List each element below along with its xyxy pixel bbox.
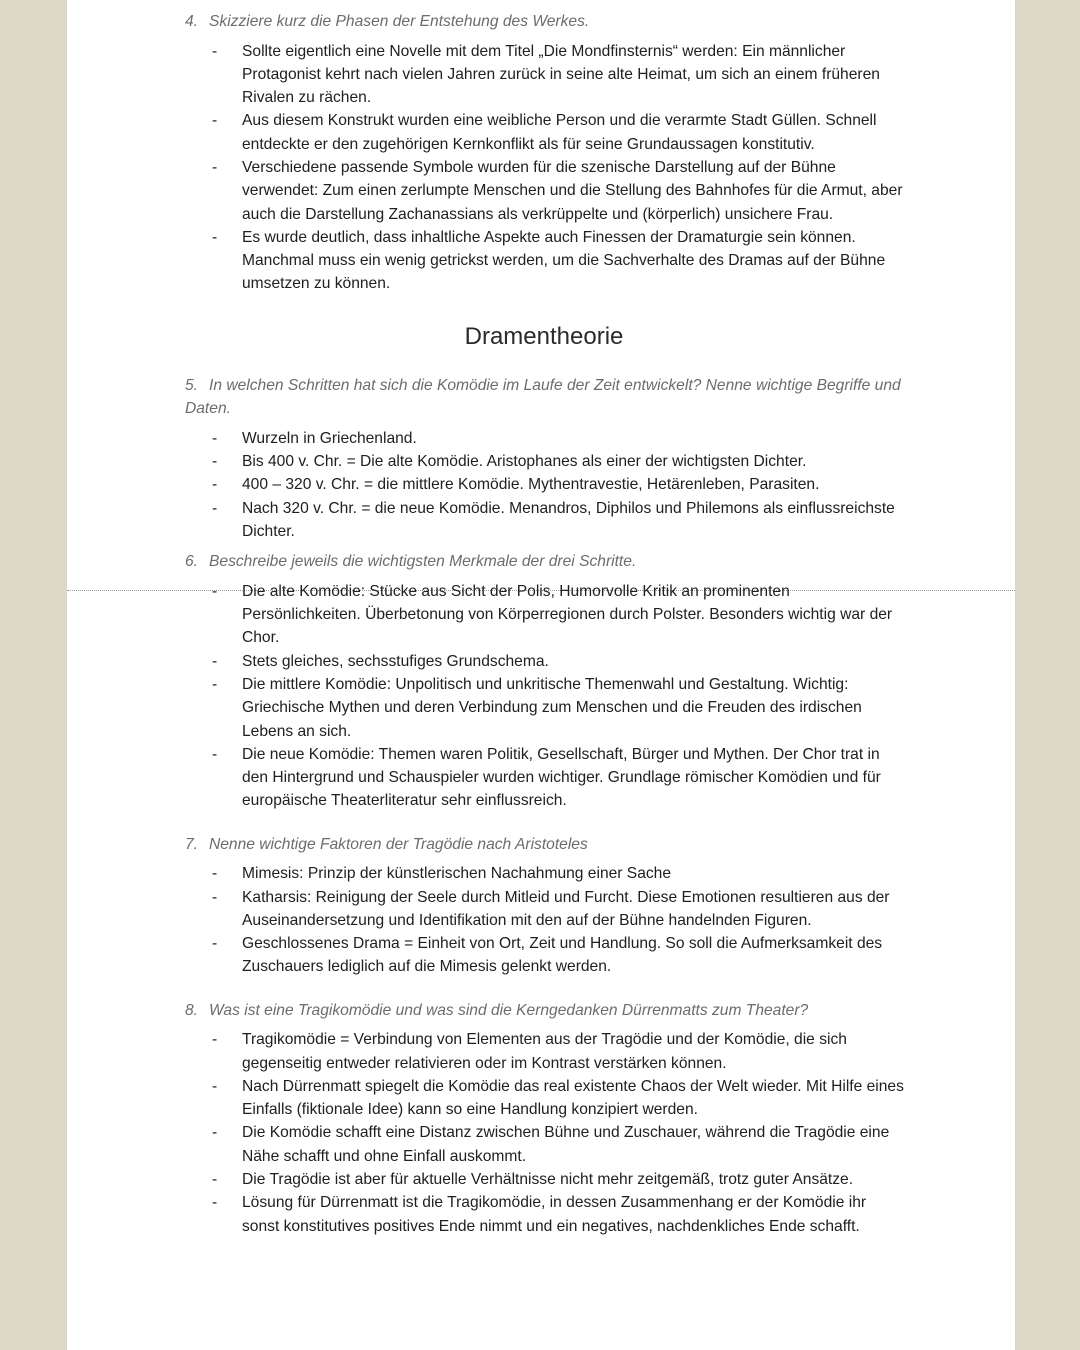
answer-item: - Geschlossenes Drama = Einheit von Ort, Zeit und Handlung. So soll die Aufmerksamkeit des Zuschauers lediglich auf die Mimesis gelenkt werden. <box>185 932 905 979</box>
answer-item: - 400 – 320 v. Chr. = die mittlere Komödie. Mythentravestie, Hetärenleben, Parasiten. <box>185 473 905 496</box>
answer-item: - Bis 400 v. Chr. = Die alte Komödie. Aristophanes als einer der wichtigsten Dichter. <box>185 450 905 473</box>
question-block-4 <box>185 10 905 296</box>
answer-list <box>185 40 905 296</box>
question-heading <box>185 374 905 421</box>
document-content <box>185 10 905 1258</box>
answer-item: - Katharsis: Reinigung der Seele durch Mitleid und Furcht. Diese Emotionen resultieren aus der Auseinandersetzung und Identifikation mit den auf der Bühne handelnden Figuren. <box>185 886 905 933</box>
answer-list <box>185 580 905 813</box>
answer-item: - Die Tragödie ist aber für aktuelle Verhältnisse nicht mehr zeitgemäß, trotz guter Ansätze. <box>185 1168 905 1191</box>
question-text: In welchen Schritten hat sich die Komödie im Laufe der Zeit entwickelt? Nenne wichtige Begriffe und Daten. <box>185 376 901 418</box>
answer-item: - Sollte eigentlich eine Novelle mit dem Titel „Die Mondfinsternis“ werden: Ein männlicher Protagonist kehrt nach vielen Jahren zurück in seine alte Heimat, um sich an einem früheren Rivalen zu rächen. <box>185 40 905 110</box>
answer-item: - Nach 320 v. Chr. = die neue Komödie. Menandros, Diphilos und Philemons als einflussreichste Dichter. <box>185 497 905 544</box>
answer-item: - Verschiedene passende Symbole wurden für die szenische Darstellung auf der Bühne verwendet: Zum einen zerlumpte Menschen und die Stellung des Bahnhofes für die Armut, aber auch die Darstellung Zachanassians als verkrüppelte und (körperlich) unsichere Frau. <box>185 156 905 226</box>
answer-item: - Wurzeln in Griechenland. <box>185 427 905 450</box>
answer-list <box>185 862 905 978</box>
question-number: 8. <box>185 1001 199 1019</box>
question-heading <box>185 999 905 1023</box>
question-heading <box>185 10 905 34</box>
question-heading <box>185 833 905 857</box>
section-title: Dramentheorie <box>464 322 624 350</box>
answer-item: - Nach Dürrenmatt spiegelt die Komödie das real existente Chaos der Welt wieder. Mit Hilfe eines Einfalls (fiktionale Idee) kann so eine Handlung konzipiert werden. <box>185 1075 905 1122</box>
answer-item: - Die neue Komödie: Themen waren Politik, Gesellschaft, Bürger und Mythen. Der Chor trat in den Hintergrund und Schauspieler wurden wichtiger. Grundlage römischer Komödien und für europäische Theaterliteratur sehr einflussreich. <box>185 743 905 813</box>
answer-item: - Lösung für Dürrenmatt ist die Tragikomödie, in dessen Zusammenhang er der Komödie ihr sonst konstitutives positives Ende nimmt und ein negatives, nachdenkliches Ende schafft. <box>185 1191 905 1238</box>
answer-list <box>185 1028 905 1238</box>
answer-item: - Mimesis: Prinzip der künstlerischen Nachahmung einer Sache <box>185 862 905 885</box>
answer-item: - Die Komödie schafft eine Distanz zwischen Bühne und Zuschauer, während die Tragödie eine Nähe schafft und ohne Einfall auskommt. <box>185 1121 905 1168</box>
question-text: Nenne wichtige Faktoren der Tragödie nach Aristoteles <box>209 835 588 853</box>
answer-item: - Die mittlere Komödie: Unpolitisch und unkritische Themenwahl und Gestaltung. Wichtig: Griechische Mythen und deren Verbindung zum Menschen und die Freuden des irdischen Lebens an sich. <box>185 673 905 743</box>
question-number: 6. <box>185 553 199 571</box>
question-heading <box>185 550 905 574</box>
question-number: 7. <box>185 835 199 853</box>
question-number: 5. <box>185 376 199 394</box>
question-text: Was ist eine Tragikomödie und was sind die Kerngedanken Dürrenmatts zum Theater? <box>209 1001 809 1019</box>
question-text: Skizziere kurz die Phasen der Entstehung des Werkes. <box>209 13 590 30</box>
answer-item: - Die alte Komödie: Stücke aus Sicht der Polis, Humorvolle Kritik an prominenten Persönlichkeiten. Überbetonung von Körperregionen durch Polster. Besonders wichtig war der Chor. <box>185 580 905 650</box>
answer-item: - Stets gleiches, sechsstufiges Grundschema. <box>185 650 905 673</box>
question-block-5 <box>185 374 905 543</box>
question-number: 4. <box>185 13 199 30</box>
answer-item: - Aus diesem Konstrukt wurden eine weibliche Person und die verarmte Stadt Güllen. Schnell entdeckte er den zugehörigen Kernkonflikt als für seine Grundaussagen konstitutiv. <box>185 109 905 156</box>
answer-item: - Tragikomödie = Verbindung von Elementen aus der Tragödie und der Komödie, die sich gegenseitig entweder relativieren oder im Kontrast verstärken können. <box>185 1028 905 1075</box>
question-block-6 <box>185 550 905 812</box>
question-block-7 <box>185 833 905 979</box>
answer-item: - Es wurde deutlich, dass inhaltliche Aspekte auch Finessen der Dramaturgie sein können. Manchmal muss ein wenig getrickst werden, um die Sachverhalte des Dramas auf der Bühne umsetzen zu können. <box>185 226 905 296</box>
question-text: Beschreibe jeweils die wichtigsten Merkmale der drei Schritte. <box>209 553 637 571</box>
answer-list <box>185 427 905 543</box>
question-block-8 <box>185 999 905 1238</box>
